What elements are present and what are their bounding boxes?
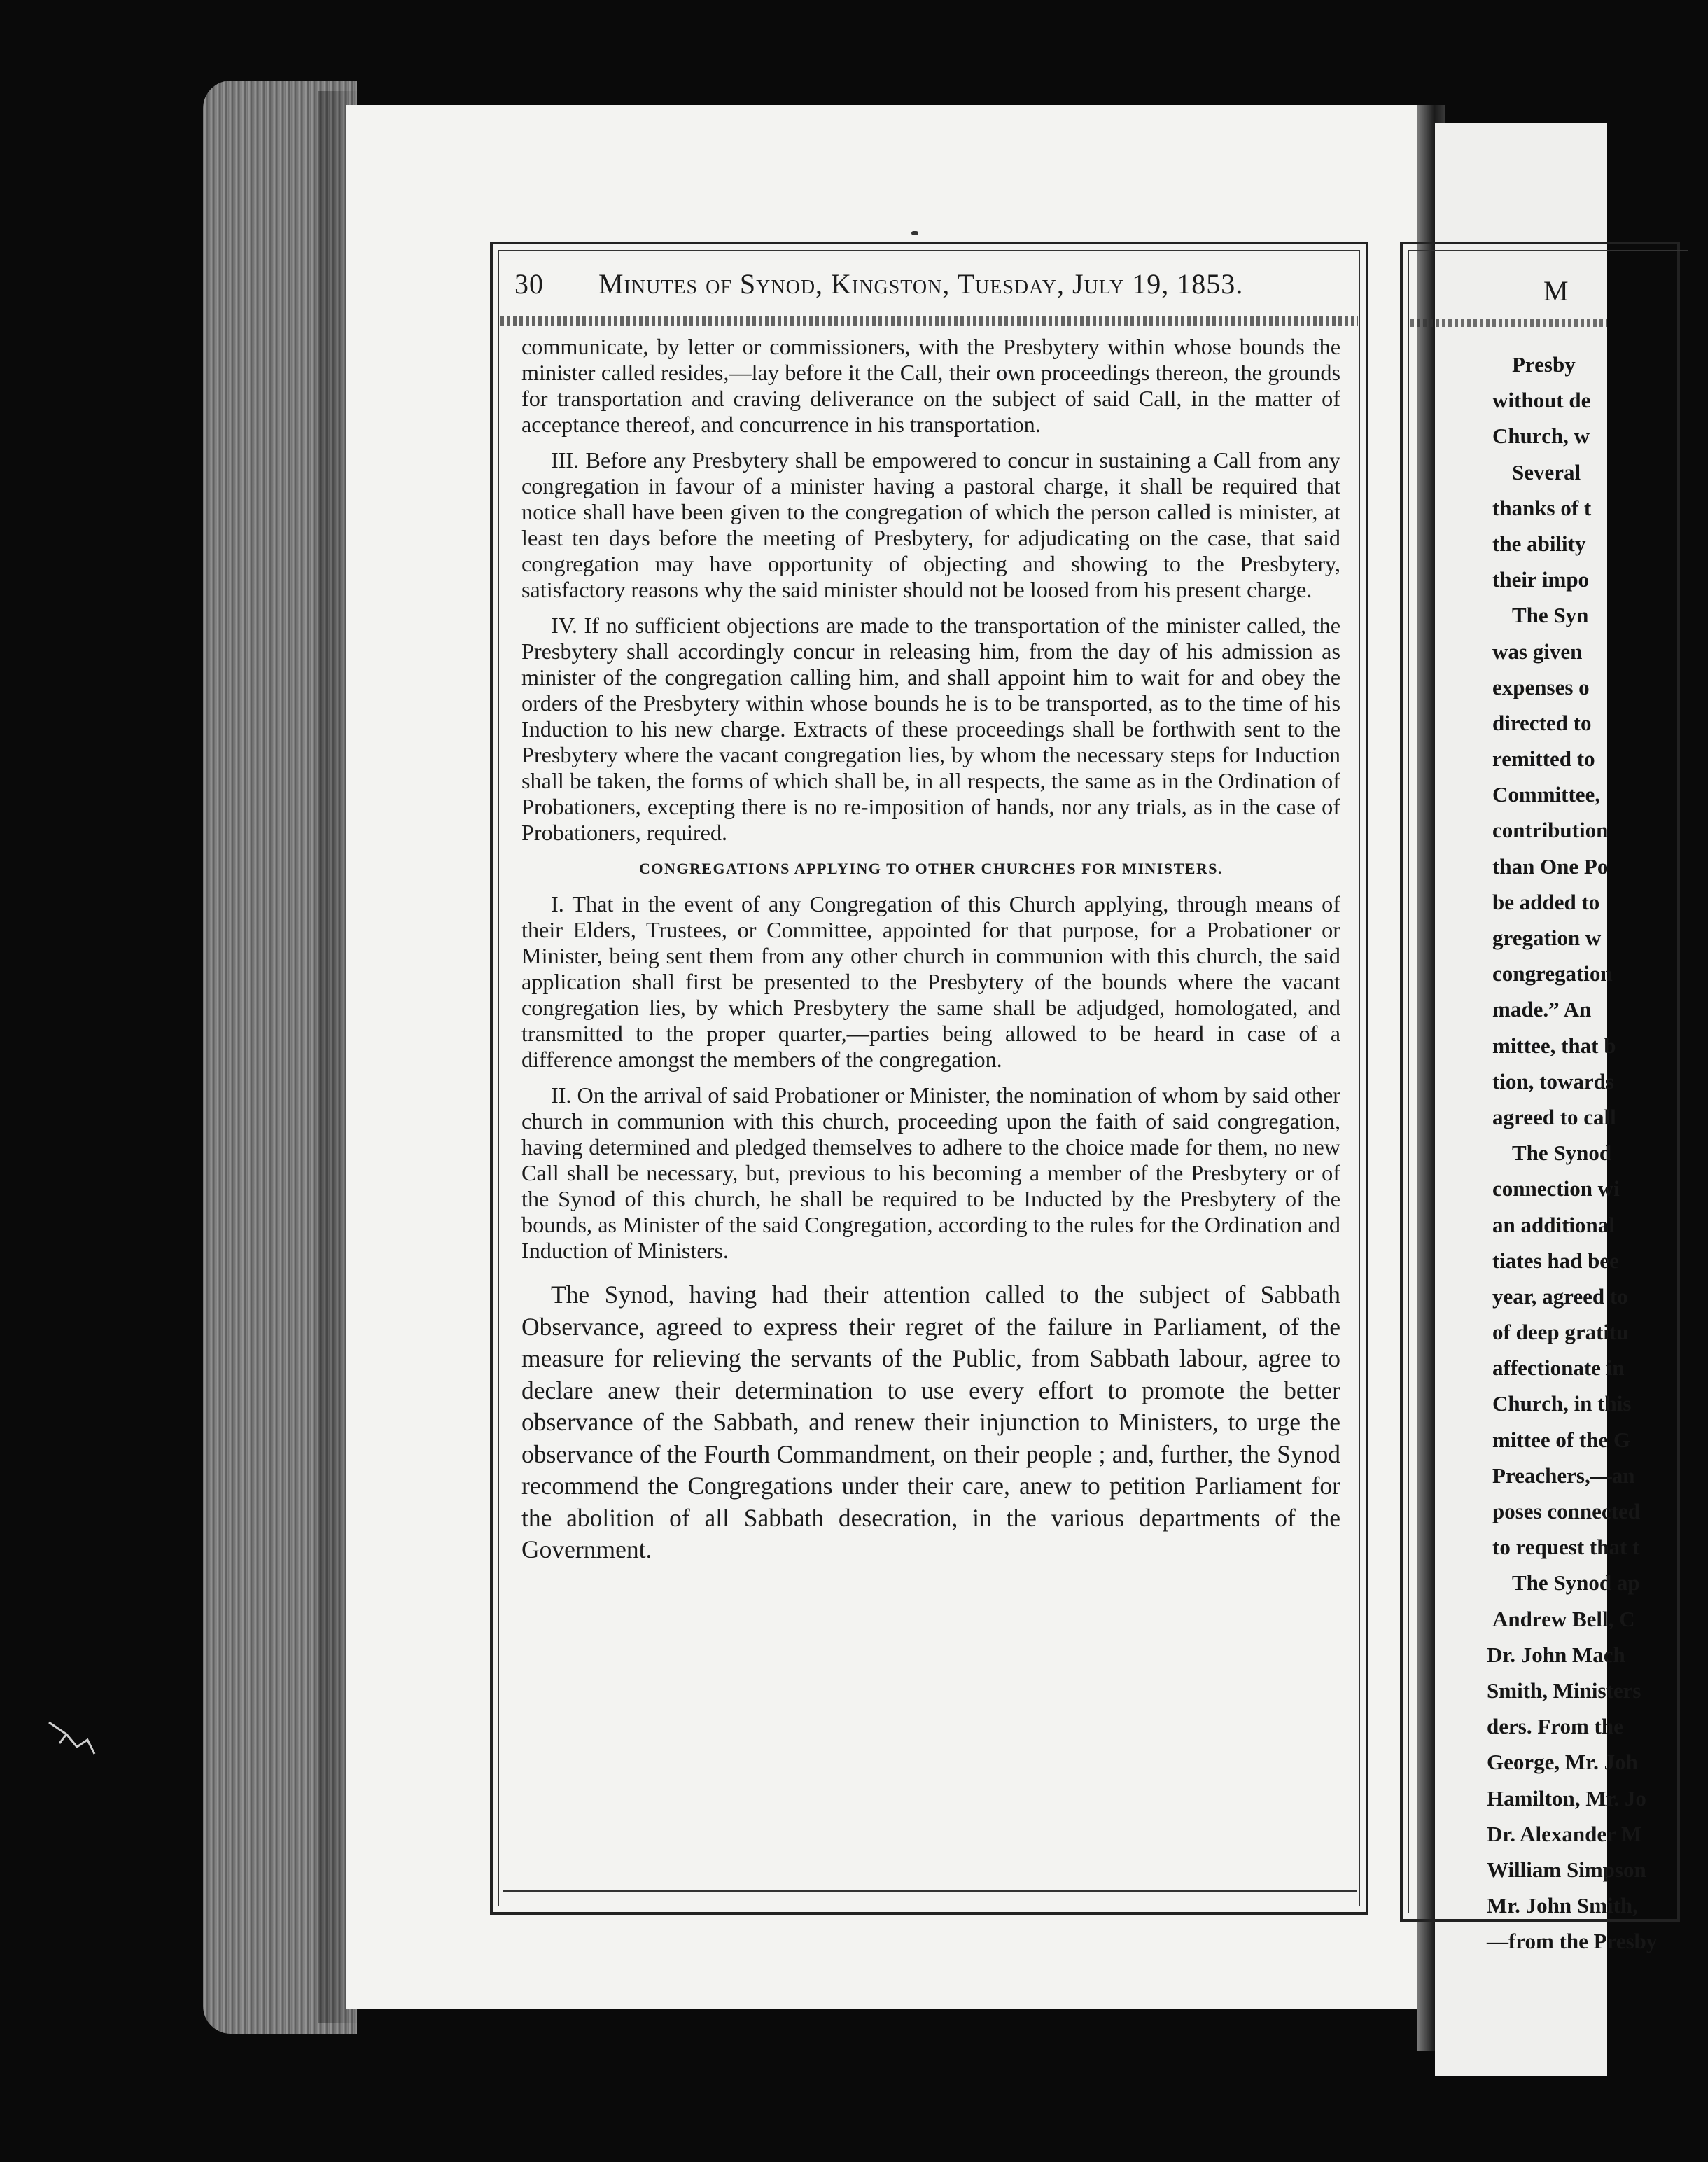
right-page-line: poses connected xyxy=(1492,1499,1640,1523)
right-page-line: Andrew Bell, C xyxy=(1492,1606,1635,1631)
right-page-line: contribution xyxy=(1492,818,1609,843)
pen-mark-icon xyxy=(46,1719,108,1761)
paragraph-article-i: I. That in the event of any Congregation of this Church applying, through means of their Elders, Trustees, or Committee, appointed for that purpose, for a Probationer or Minister, being sent them from any other church in communion with this church, the said application shall first be presented to the Presbytery of the bounds where the vacant congregation lies, by which Presbytery the same shall be adjudged, homologated, and transmitted to the proper quarter,—parties being allowed to be heard in case of a difference amongst the members of the congregation. xyxy=(522,891,1340,1072)
right-page-line: tiates had bee xyxy=(1492,1248,1619,1273)
right-page-line: remitted to xyxy=(1492,746,1595,772)
right-page-line: their impo xyxy=(1492,567,1590,592)
right-page-line: affectionate in xyxy=(1492,1355,1625,1381)
right-page-line: Several xyxy=(1512,459,1581,484)
text-column xyxy=(522,334,1340,1576)
right-page-line: Church, in this xyxy=(1492,1391,1632,1416)
right-page-line: The Synod ap xyxy=(1512,1570,1640,1596)
ornamental-rule xyxy=(500,316,1358,326)
right-page-line: be added to xyxy=(1492,889,1600,914)
right-ornamental-rule xyxy=(1410,319,1607,327)
right-page-line: The Synod xyxy=(1512,1141,1612,1166)
right-page-line: Presby xyxy=(1512,352,1576,377)
paragraph-article-iv: IV. If no sufficient objections are made to the transportation of the minister called, the Presbytery shall accordingly concur in releasing him, from the day of his admission as minister of the congregation calling him, and shall appoint him to wait for and obey the orders of the Presbytery within whose bounds he is to be transported, as to the time of his Induction to his new charge. Extracts of these proceedings shall be forthwith sent to the Presbytery where the vacant congregation lies, by whom the necessary steps for Induction shall be taken, the forms of which shall be, in all respects, the same as in the Ordination of Probationers, excepting there is no re-imposition of hands, nor any trials, as in the case of Probationers, required. xyxy=(522,613,1340,845)
paragraph-article-ii: II. On the arrival of said Probationer or Minister, the nomination of whom by said other church in communion with this church, proceeding upon the faith of said congregation, having determined and pledged themselves to adhere to the choice made for them, no new Call shall be necessary, but, previous to his becoming a member of the Presbytery or of the Synod of this church, he shall be required to be Inducted by the Presbytery of the bounds, as Minister of the said Congregation, according to the rules for the Ordination and Induction of Ministers. xyxy=(522,1082,1340,1263)
right-page-line: an additional xyxy=(1492,1212,1615,1237)
right-page-line: agreed to call xyxy=(1492,1104,1616,1129)
right-text-column xyxy=(1487,347,1708,1959)
paragraph-continuation: communicate, by letter or commissioners, with the Presbytery within whose bounds the minister called resides,—lay before it the Call, their own proceedings thereon, the grounds for transportation and craving deliverance on the subject of said Call, in the matter of acceptance thereof, and concurrence in his transportation. xyxy=(522,334,1340,437)
right-page-line: ders. From the xyxy=(1487,1714,1623,1739)
right-page-line: gregation w xyxy=(1492,926,1602,950)
right-page-line: Dr. Alexander M xyxy=(1487,1821,1642,1846)
running-head xyxy=(514,265,1344,307)
right-page-line: the ability xyxy=(1492,531,1586,556)
right-page-line: made.” An xyxy=(1492,997,1592,1022)
paragraph-article-iii: III. Before any Presbytery shall be empowered to concur in sustaining a Call from any congregation in favour of a minister having a pastoral charge, it shall be required that notice shall have been given to the congregation of which the person called is minister, at least ten days before the meeting of Presbytery, for adjudicating on the case, that said congregation may have opportunity of objecting and showing to the Presbytery, satisfactory reasons why the said minister should not be loosed from his present charge. xyxy=(522,447,1340,602)
right-page-line: expenses o xyxy=(1492,674,1590,699)
right-page-line: of deep gratitu xyxy=(1492,1320,1629,1345)
right-page-line: —from the Presby xyxy=(1487,1929,1658,1954)
ink-speck xyxy=(911,231,918,235)
right-page-line: William Simpson xyxy=(1487,1857,1646,1882)
right-page-line: thanks of t xyxy=(1492,495,1592,520)
right-page-line: George, Mr. Joh xyxy=(1487,1750,1638,1775)
right-page-line: Dr. John Mach xyxy=(1487,1642,1625,1667)
right-page-line: Mr. John Smith, xyxy=(1487,1893,1638,1918)
right-page-line: was given xyxy=(1492,639,1583,664)
right-page-line: The Syn xyxy=(1512,603,1589,628)
right-page-line: than One Po xyxy=(1492,853,1609,879)
right-page-line: directed to xyxy=(1492,710,1592,735)
right-page-line: Committee, xyxy=(1492,782,1601,807)
right-page-line: Church, w xyxy=(1492,424,1590,449)
section-heading: CONGREGATIONS APPLYING TO OTHER CHURCHES FOR MINISTERS. xyxy=(638,860,1224,877)
right-page-line: Smith, Ministers xyxy=(1487,1678,1642,1703)
right-page-line: mittee, that b xyxy=(1492,1033,1616,1058)
right-page-line: to request that t xyxy=(1492,1535,1640,1560)
right-page-line: mittee of the G xyxy=(1492,1427,1631,1452)
right-running-head: M xyxy=(1544,275,1569,307)
right-page-line: connection wi xyxy=(1492,1176,1620,1201)
running-head-title: Minutes of Synod, Kingston, Tuesday, July 19, 1853. xyxy=(598,268,1244,300)
paragraph-sabbath-observance: The Synod, having had their attention called to the subject of Sabbath Observance, agreed to express their regret of the failure in Parliament, of the measure for relieving the servants of the Public, from Sabbath labour, agree to declare anew their determination to use every effort to promote the better observance of the Sabbath, and renew their injunction to Ministers, to urge the observance of the Fourth Commandment, on their people ; and, further, the Synod recommend the Congregations under their care, anew to petition Parliament for the abolition of all Sabbath desecration, in the various departments of the Government. xyxy=(522,1281,1340,1563)
bottom-rule xyxy=(503,1890,1357,1892)
right-page-line: without de xyxy=(1492,388,1591,413)
right-page-line: congregation xyxy=(1492,961,1613,986)
right-page-line: tion, towards xyxy=(1492,1068,1614,1094)
right-page-line: Preachers,—an xyxy=(1492,1463,1635,1488)
right-page-line: Hamilton, Mr. Jo xyxy=(1487,1785,1646,1811)
right-page-line: year, agreed to xyxy=(1492,1283,1628,1309)
page-number: 30 xyxy=(514,268,544,300)
